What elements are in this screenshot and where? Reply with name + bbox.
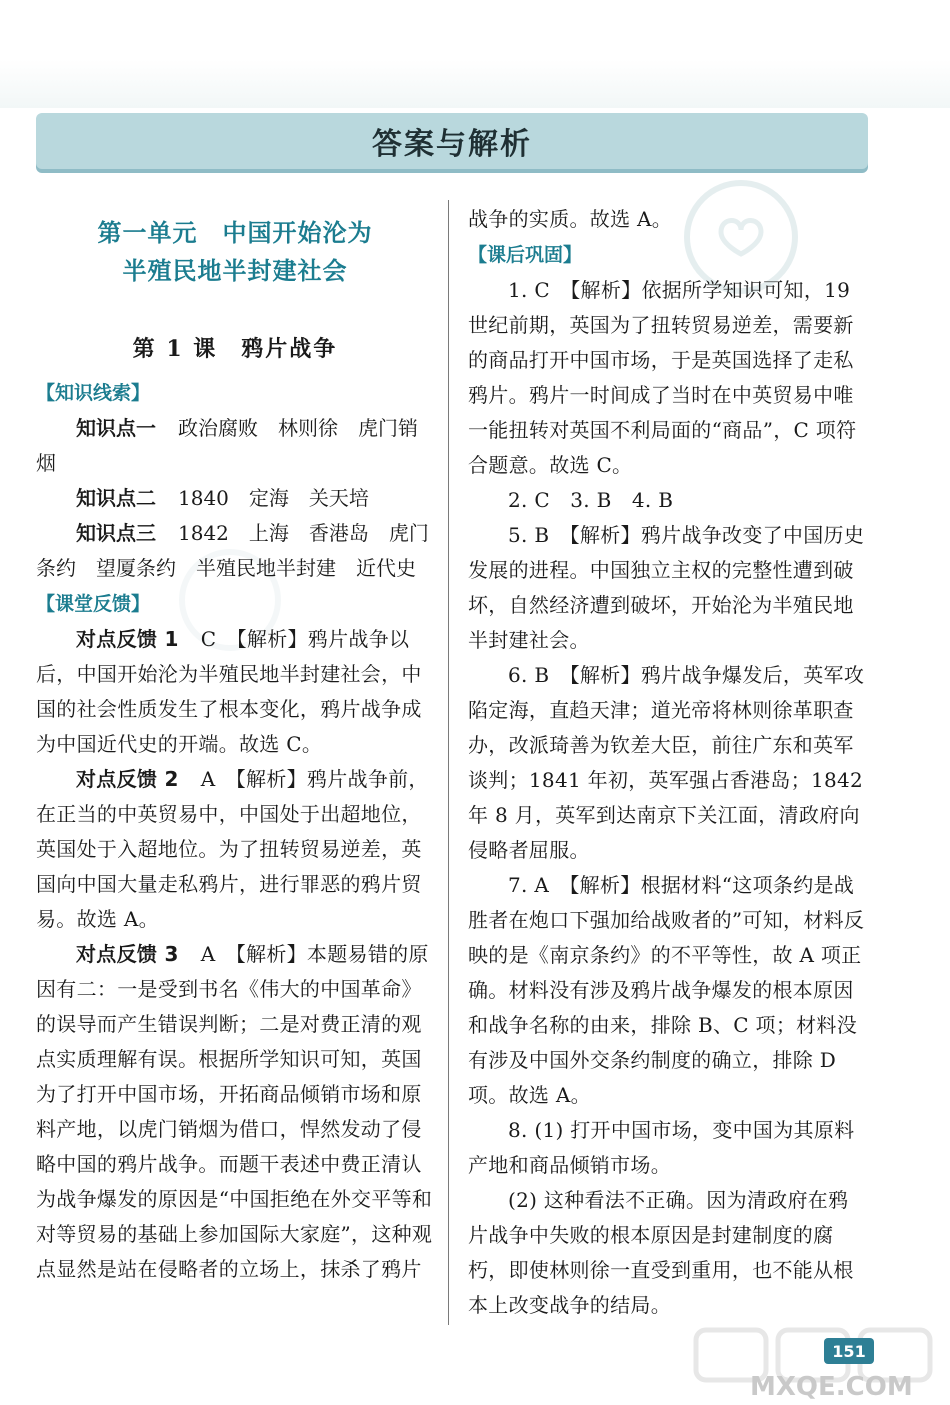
feedback-3 [36,937,434,1287]
top-strip [0,0,950,108]
continued-text: 战争的实质。故选 A。 [468,207,673,231]
section-class-feedback: 【课堂反馈】 [36,593,151,615]
section-knowledge: 【知识线索】 [36,382,151,404]
kp2-text: 1840 定海 关天培 [178,486,369,510]
unit-title [36,214,434,290]
page-number: 151 [824,1338,874,1364]
fb3-label: 对点反馈 3 [76,942,179,966]
kp1-text: 政治腐败 林则徐 虎门销烟 [36,416,418,475]
answer-2-4: 2. C 3. B 4. B [508,488,674,512]
kp2-label: 知识点二 [76,486,156,510]
answer-7: 7. A 【解析】根据材料“这项条约是战胜者在炮口下强加给战败者的”可知，材料反映的是《南京条约》的不平等性，故 A 项正确。材料没有涉及鸦片战争爆发的根本原因和战争名称的由来，排除 B、C 项；材料没有涉及中国外交条约制度的确立，排除 D 项。故选 A。 [468,873,865,1107]
answer-1: 1. C 【解析】依据所学知识可知，19 世纪前期，英国为了扭转贸易逆差，需要新的商品打开中国市场，于是英国选择了走私鸦片。鸦片一时间成了当时在中英贸易中唯一能扭转对英国不利局面的“商品”，C 项符合题意。故选 C。 [468,278,857,477]
section-after-class: 【课后巩固】 [468,244,583,266]
banner-title: 答案与解析 [372,127,532,162]
kp3-label: 知识点三 [76,521,156,545]
answer-8-2: (2) 这种看法不正确。因为清政府在鸦片战争中失败的根本原因是封建制度的腐朽，即使林则徐一直受到重用，也不能从根本上改变战争的结局。 [468,1188,854,1317]
lesson-title: 第 1 课 鸦片战争 [132,336,338,362]
knowledge-point-3 [36,516,434,586]
knowledge-point-1 [36,411,434,481]
unit-title-line2: 半殖民地半封建社会 [122,257,348,285]
fb2-label: 对点反馈 2 [76,767,179,791]
knowledge-point-2 [36,481,434,516]
kp1-label: 知识点一 [76,416,156,440]
unit-title-line1: 第一单元 中国开始沦为 [97,219,373,247]
right-column [468,202,866,1323]
feedback-2 [36,762,434,937]
fb2-text: A 【解析】鸦片战争前，在正当的中英贸易中，中国处于出超地位，英国处于入超地位。为了扭转贸易逆差，英国向中国大量走私鸦片，进行罪恶的鸦片贸易。故选 A。 [36,767,429,931]
kp3-text: 1842 上海 香港岛 虎门条约 望厦条约 半殖民地半封建 近代史 [36,521,429,580]
answers-banner [36,113,868,169]
answer-5: 5. B 【解析】鸦片战争改变了中国历史发展的进程。中国独立主权的完整性遭到破坏，自然经济遭到破坏，开始沦为半殖民地半封建社会。 [468,523,865,652]
fb3-text: A 【解析】本题易错的原因有二：一是受到书名《伟大的中国革命》的误导而产生错误判断；二是对费正清的观点实质理解有误。根据所学知识可知，英国为了打开中国市场，开拓商品倾销市场和原料产地，以虎门销烟为借口，悍然发动了侵略中国的鸦片战争。而题干表述中费正清认为战争爆发的原因是“中国拒绝在外交平等和对等贸易的基础上参加国际大家庭”，这种观点显然是站在侵略者的立场上，抹杀了鸦片 [36,942,433,1281]
fb1-text: C 【解析】鸦片战争以后，中国开始沦为半殖民地半封建社会，中国的社会性质发生了根本变化，鸦片战争成为中国近代史的开端。故选 C。 [36,627,422,756]
column-divider [448,200,449,1325]
feedback-1 [36,622,434,762]
left-column [36,214,434,1287]
answer-8-1: 8. (1) 打开中国市场，变中国为其原料产地和商品倾销市场。 [468,1118,855,1177]
answer-6: 6. B 【解析】鸦片战争爆发后，英军攻陷定海，直趋天津；道光帝将林则徐革职查办，改派琦善为钦差大臣，前往广东和英军谈判；1841 年初，英军强占香港岛；1842 年 8 月，英军到达南京下关江面，清政府向侵略者屈服。 [468,663,865,862]
fb1-label: 对点反馈 1 [76,627,179,651]
watermark-text: MXQE.COM [750,1372,913,1402]
